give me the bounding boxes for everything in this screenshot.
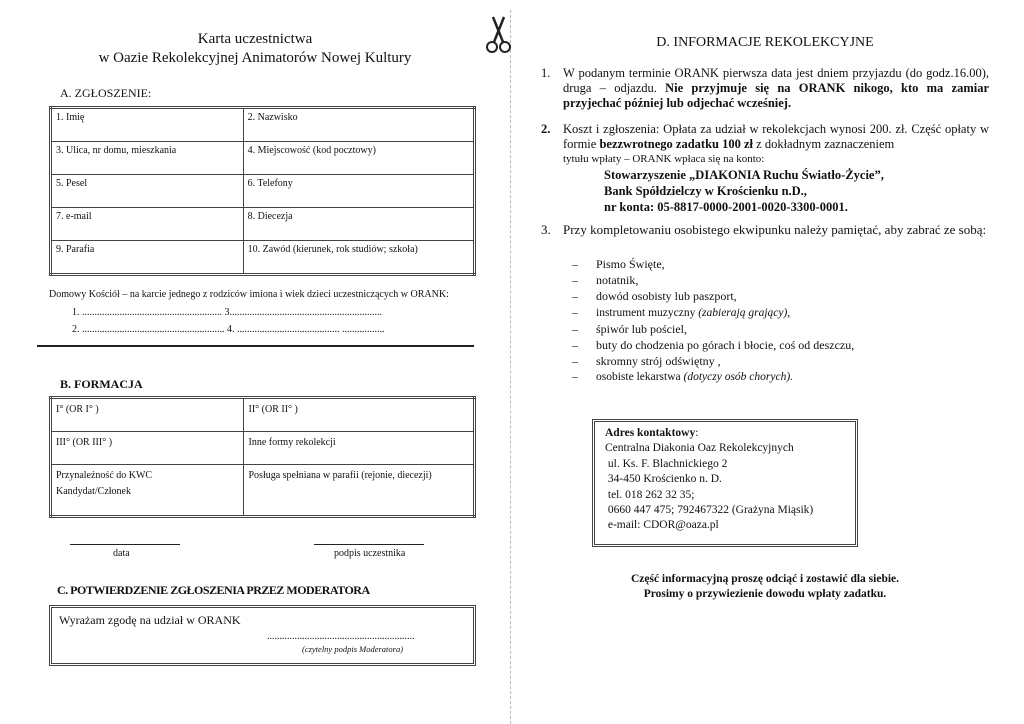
contact-line: tel. 018 262 32 35; (605, 488, 695, 501)
consent-text: Wyrażam zgodę na udział w ORANK (59, 613, 241, 627)
bank-account: nr konta: 05-8817-0000-2001-0020-3300-0001. (604, 200, 848, 214)
section-d-heading: D. INFORMACJE REKOLEKCYJNE (656, 35, 874, 50)
form-row (51, 241, 475, 275)
formation-field[interactable]: II° (OR II° ) (244, 398, 475, 432)
form-field[interactable]: 7. e-mail (51, 208, 244, 241)
item3-text: Przy kompletowaniu osobistego ekwipunku należy pamiętać, aby zabrać ze sobą: (563, 222, 987, 237)
section-divider (37, 345, 474, 347)
formation-field[interactable]: Inne formy rekolekcji (244, 432, 475, 465)
cut-line (510, 10, 511, 724)
form-field[interactable]: 5. Pesel (51, 175, 244, 208)
equipment-item: – skromny strój odświętny , (570, 353, 990, 369)
form-row (51, 175, 475, 208)
contact-line: ul. Ks. F. Blachnickiego 2 (605, 457, 728, 470)
form-row (51, 108, 475, 142)
footer-payment-note: Prosimy o przywiezienie dowodu wpłaty zadatku. (643, 588, 887, 600)
equipment-item: – notatnik, (570, 272, 990, 288)
equipment-item: – buty do chodzenia po górach i błocie, coś od deszczu, (570, 337, 990, 353)
formation-row (51, 465, 475, 517)
form-title: Karta uczestnictwa w Oazie Rekolekcyjnej Animatorów Nowej Kultury (98, 31, 412, 66)
equipment-list (570, 256, 990, 386)
bank-branch: Bank Spółdzielczy w Krościenku n.D., (604, 184, 807, 198)
item2-text: Koszt i zgłoszenia: Opłata za udział w rekolekcjach wynosi 200. zł. Część opłaty w formie bezzwrotnego zadatku 100 zł z dokładnym zaznaczeniem (563, 122, 989, 151)
section-a-heading: A. ZGŁOSZENIE: (60, 86, 152, 100)
contact-address-box: Adres kontaktowy: Centralna Diakonia Oaz Rekolekcyjnych ul. Ks. F. Blachnickiego 2 34-450 Krościenko n. D. tel. 018 262 32 35; 0660 447 475; 792467322 (Grażyna Miąsik) e-mail: CDOR@oaza.pl (592, 419, 858, 547)
form-row (51, 142, 475, 175)
registration-form-table (49, 106, 476, 276)
form-field[interactable]: 6. Telefony (243, 175, 474, 208)
item1-number: 1. (541, 66, 551, 80)
moderator-signature-line[interactable]: ........................................................... (267, 631, 415, 642)
signature-line (314, 544, 424, 545)
form-field[interactable]: 3. Ulica, nr domu, mieszkania (51, 142, 244, 175)
equipment-item: – instrument muzyczny (zabierają grający), (570, 305, 990, 321)
item2-transfer-title: tytułu wpłaty – ORANK wpłaca się na konto: (563, 153, 765, 165)
contact-title: Adres kontaktowy (605, 427, 696, 439)
form-field[interactable]: 10. Zawód (kierunek, rok studiów; szkoła) (243, 241, 474, 275)
equipment-item: – Pismo Święte, (570, 256, 990, 272)
section-c-heading: C. POTWIERDZENIE ZGŁOSZENIA PRZEZ MODERATORA (57, 583, 370, 597)
formation-field[interactable]: Przynależność do KWC Kandydat/Członek (51, 465, 244, 517)
formation-table (49, 396, 476, 518)
equipment-item: – dowód osobisty lub paszport, (570, 288, 990, 304)
footer-cut-note: Część informacyjną proszę odciąć i zostawić dla siebie. (630, 573, 900, 585)
scissors-icon (484, 14, 514, 54)
formation-row (51, 432, 475, 465)
date-line (70, 544, 180, 545)
bank-name: Stowarzyszenie „DIAKONIA Ruchu Światło-Życie”, (604, 168, 884, 182)
item2-number: 2. (541, 122, 551, 136)
children-line-1[interactable]: 1. ........................................................ 3............................................................. (72, 307, 382, 318)
children-line-2[interactable]: 2. ......................................................... 4. ......................................... ................. (72, 324, 385, 335)
section-b-heading: B. FORMACJA (60, 377, 143, 391)
contact-line: 0660 447 475; 792467322 (Grażyna Miąsik) (605, 504, 814, 517)
participant-signature-label: podpis uczestnika (334, 548, 406, 559)
form-field[interactable]: 8. Diecezja (243, 208, 474, 241)
item1-text: W podanym terminie ORANK pierwsza data jest dniem przyjazdu (do godz.16.00), druga – odjazdu. Nie przyjmuje się na ORANK nikogo, kto ma zamiar przyjechać później lub odjechać wcześniej. (563, 66, 990, 110)
formation-field[interactable]: I° (OR I° ) (51, 398, 244, 432)
equipment-item: – osobiste lekarstwa (dotyczy osób chorych). (570, 369, 990, 385)
form-field[interactable]: 9. Parafia (51, 241, 244, 275)
contact-line: Centralna Diakonia Oaz Rekolekcyjnych (605, 442, 794, 455)
item3-number: 3. (541, 222, 551, 237)
formation-row (51, 398, 475, 432)
form-row (51, 208, 475, 241)
equipment-item: – śpiwór lub pościel, (570, 321, 990, 337)
contact-line: 34-450 Krościenko n. D. (605, 473, 722, 486)
form-field[interactable]: 2. Nazwisko (243, 108, 474, 142)
formation-field[interactable]: III° (OR III° ) (51, 432, 244, 465)
formation-field[interactable]: Posługa spełniana w parafii (rejonie, diecezji) (244, 465, 475, 517)
moderator-signature-label: (czytelny podpis Moderatora) (302, 644, 404, 654)
form-field[interactable]: 1. Imię (51, 108, 244, 142)
form-field[interactable]: 4. Miejscowość (kod pocztowy) (243, 142, 474, 175)
date-label: data (113, 548, 130, 559)
moderator-confirmation-box (49, 605, 476, 666)
domowy-kosciol-note: Domowy Kościół – na karcie jednego z rodziców imiona i wiek dzieci uczestniczących w ORANK: (49, 289, 449, 300)
contact-line: e-mail: CDOR@oaza.pl (605, 519, 719, 532)
